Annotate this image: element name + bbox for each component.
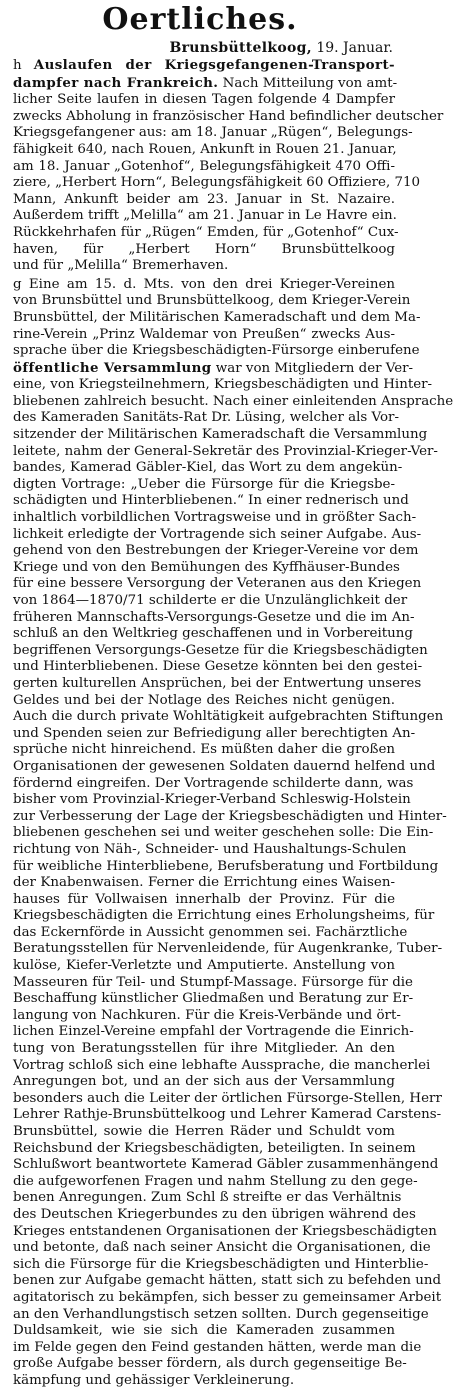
text-line: schädigten und Hinterbliebenen.“ In einer rednerisch und [13, 493, 409, 509]
text-line: des Kameraden Sanitäts-Rat Dr. Lüsing, welcher als Vor- [13, 410, 399, 426]
text-line: und betonte, daß nach seiner Ansicht die Organisationen, die [13, 1240, 431, 1256]
text-line: Kriege und von den Bemühungen des Kyffhäuser-Bundes [13, 559, 400, 575]
text-line: Brunsbüttel, der Militärischen Kameradschaft und dem Ma- [13, 309, 421, 325]
text-line: große Aufgabe besser fördern, als durch gegenseitige Be- [13, 1356, 407, 1372]
text-line: haven, für „Herbert Horn“ Brunsbüttelkoog [13, 241, 395, 257]
text-line: kulöse, Kiefer-Verletzte und Amputierte. Anstellung von [13, 958, 395, 974]
text-line: eine, von Kriegsteilnehmern, Kriegsbeschädigten und Hinter- [13, 377, 433, 393]
text-line: Geldes und bei der Notlage des Reiches nicht genügen. [13, 692, 395, 708]
dateline [5, 40, 393, 57]
text-line: fähigkeit 640, nach Rouen, Ankunft in Rouen 21. Januar, [13, 141, 397, 157]
text-line: sprache über die Kriegsbeschädigten-Fürsorge einberufene [13, 343, 420, 359]
text-line: gehend von den Bestrebungen der Krieger-Vereine vor dem [13, 543, 419, 559]
text-line: gerten kulturellen Ansprüchen, bei der Entwertung unseres [13, 675, 422, 691]
text-line: für eine bessere Versorgung der Veteranen aus den Kriegen [13, 576, 422, 592]
text-line: früheren Mannschafts-Versorgungs-Gesetze und die im An- [13, 609, 415, 625]
text-line: öffentliche Versammlung war von Mitgliedern der Ver- [13, 359, 414, 376]
text-line: Duldsamkeit, wie sie sich die Kameraden zusammen [13, 1323, 395, 1339]
text-line: im Felde gegen den Feind gestanden hätten, werde man die [13, 1339, 422, 1355]
text-line: am 18. Januar „Gotenhof“, Belegungsfähigkeit 470 Offi- [13, 158, 395, 174]
text-line: g Eine am 15. d. Mts. von den drei Krieger-Vereinen [13, 276, 395, 292]
section-headline: Oertliches. [102, 2, 298, 37]
text-line: richtung von Näh-, Schneider- und Haushaltungs-Schulen [13, 841, 407, 857]
text-line: die aufgeworfenen Fragen und nahm Stellung zu den gege- [13, 1173, 418, 1189]
text-line: kämpfung und gehässiger Verkleinerung. [13, 1372, 295, 1388]
text-line: bandes, Kamerad Gäbler-Kiel, das Wort zu dem angekün- [13, 460, 403, 476]
text-line: bliebenen geschehen sei und weiter geschehen solle: Die Ein- [13, 825, 434, 841]
article-2-text [5, 276, 453, 1390]
text-line: Kriegsbeschädigten die Errichtung eines Erholungsheims, für [13, 908, 435, 924]
text-line: Reichsbund der Kriegsbeschädigten, beteiligten. In seinem [13, 1140, 416, 1156]
text-line: Lehrer Rathje-Brunsbüttelkoog und Lehrer Kamerad Carstens- [13, 1107, 442, 1123]
text-line: des Deutschen Kriegerbundes zu den übrigen während des [13, 1206, 416, 1222]
text-line: von Brunsbüttel und Brunsbüttelkoog, dem Krieger-Verein [13, 293, 411, 309]
text-line: für weibliche Hinterbliebene, Berufsberatung und Fortbildung [13, 858, 439, 874]
dateline-date: 19. Januar. [311, 40, 393, 56]
text-line: begriffenen Versorgungs-Gesetze für die Kriegsbeschädigten [13, 642, 428, 658]
text-line: der Knabenwaisen. Ferner die Errichtung eines Waisen- [13, 875, 395, 891]
text-line: das Eckernförde in Aussicht genommen sei. Fachärztliche [13, 924, 408, 940]
text-line: Kriegsgefangener aus: am 18. Januar „Rügen“, Belegungs- [13, 125, 413, 141]
text-line: sich die Fürsorge für die Kriegsbeschädigten und Hinterblie- [13, 1256, 429, 1272]
article-prisoner-transport [5, 57, 444, 275]
text-line: Brunsbüttel, sowie die Herren Räder und Schuldt vom [13, 1124, 395, 1139]
text-line: inhaltlich vorbildlichen Vortragsweise und in größter Sach- [13, 510, 417, 526]
text-line: sitzender der Militärischen Kameradschaft die Versammlung [13, 427, 428, 443]
text-line: sprüche nicht hinreichend. Es müßten daher die großen [13, 742, 396, 758]
text-line: Organisationen der gewesenen Soldaten dauernd helfend und [13, 758, 436, 774]
text-line: langung von Nachkuren. Für die Kreis-Verbände und ört- [13, 1007, 401, 1023]
text-line: Beschaffung künstlicher Gliedmaßen und Beratung zur Er- [13, 991, 414, 1007]
text-line: und für „Melilla“ Bremerhaven. [13, 258, 229, 274]
text-line: Auch die durch private Wohltätigkeit aufgebrachten Stiftungen [13, 709, 444, 725]
text-line: lichen Einzel-Vereine empfahl der Vortragende die Einrich- [13, 1024, 414, 1040]
text-line: Masseuren für Teil- und Stumpf-Massage. Fürsorge für die [13, 974, 413, 990]
text-line: an den Verhandlungstisch setzen sollten. Durch gegenseitige [13, 1306, 429, 1322]
text-line: zur Verbesserung der Lage der Kriegsbeschädigten und Hinter- [13, 808, 447, 824]
text-line: bisher vom Provinzial-Krieger-Verband Schleswig-Holstein [13, 792, 411, 808]
text-line: Beratungsstellen für Nervenleidende, für Augenkranke, Tuber- [13, 941, 443, 957]
text-line: licher Seite laufen in diesen Tagen folgende 4 Dampfer [13, 92, 395, 108]
text-line: Anregungen bot, und an der sich aus der Versammlung [13, 1074, 395, 1090]
text-line: von 1864—1870/71 schilderte er die Unzulänglichkeit der [13, 593, 408, 608]
text-line: agitatorisch zu bekämpfen, sich besser zu gemeinsamer Arbeit [13, 1289, 442, 1305]
text-line: ziere, „Herbert Horn“, Belegungsfähigkeit 60 Offiziere, 710 [13, 175, 421, 191]
text-line: rine-Verein „Prinz Waldemar von Preußen“ zwecks Aus- [13, 326, 395, 342]
text-line: lichkeit erledigte der Vortragende sich seiner Aufgabe. Aus- [13, 526, 422, 542]
text-line: benen zur Aufgabe gemacht hätten, statt sich zu befehden und [13, 1273, 442, 1289]
text-line: Krieges entstandenen Organisationen der Kriegsbeschädigten [13, 1223, 437, 1239]
text-line: dampfer nach Frankreich. Nach Mitteilung von amt- [13, 74, 398, 91]
dateline-place: Brunsbüttelkoog, [169, 40, 312, 56]
text-line: Außerdem trifft „Melilla“ am 21. Januar in Le Havre ein. [13, 208, 397, 224]
text-line: Vortrag schloß sich eine lebhafte Aussprache, die mancherlei [13, 1057, 431, 1073]
text-line: tung von Beratungsstellen für ihre Mitglieder. An den [13, 1041, 395, 1057]
text-line: digten Vortrage: „Ueber die Fürsorge für die Kriegsbe- [13, 476, 395, 492]
article-1-text [5, 57, 444, 275]
text-line: bliebenen zahlreich besucht. Nach einer einleitenden Ansprache [13, 393, 453, 409]
text-line: zwecks Abholung in französischer Hand befindlicher deutscher [13, 108, 444, 124]
text-line: h Auslaufen der Kriegsgefangenen-Transport- [13, 57, 395, 73]
text-line: und Spenden seien zur Befriedigung aller berechtigten An- [13, 725, 416, 741]
text-line: benen Anregungen. Zum Schl ß streifte er das Verhältnis [13, 1190, 402, 1206]
text-line: und Hinterbliebenen. Diese Gesetze könnten bei den gestei- [13, 659, 423, 675]
text-line: fördernd eingreifen. Der Vortragende schilderte dann, was [13, 775, 414, 791]
text-line: Rückkehrhafen für „Rügen“ Emden, für „Gotenhof“ Cux- [13, 224, 399, 240]
text-line: Mann, Ankunft beider am 23. Januar in St. Nazaire. [13, 191, 395, 207]
text-line: Schlußwort beantwortete Kamerad Gäbler zusammenhängend [13, 1157, 439, 1173]
article-veterans-assembly [5, 276, 453, 1390]
text-line: hauses für Vollwaisen innerhalb der Provinz. Für die [13, 891, 395, 907]
text-line: schluß an den Weltkrieg geschaffenen und in Vorbereitung [13, 626, 413, 642]
text-line: besonders auch die Leiter der örtlichen Fürsorge-Stellen, Herr [13, 1090, 442, 1106]
text-line: leitete, nahm der General-Sekretär des Provinzial-Krieger-Ver- [13, 443, 438, 459]
